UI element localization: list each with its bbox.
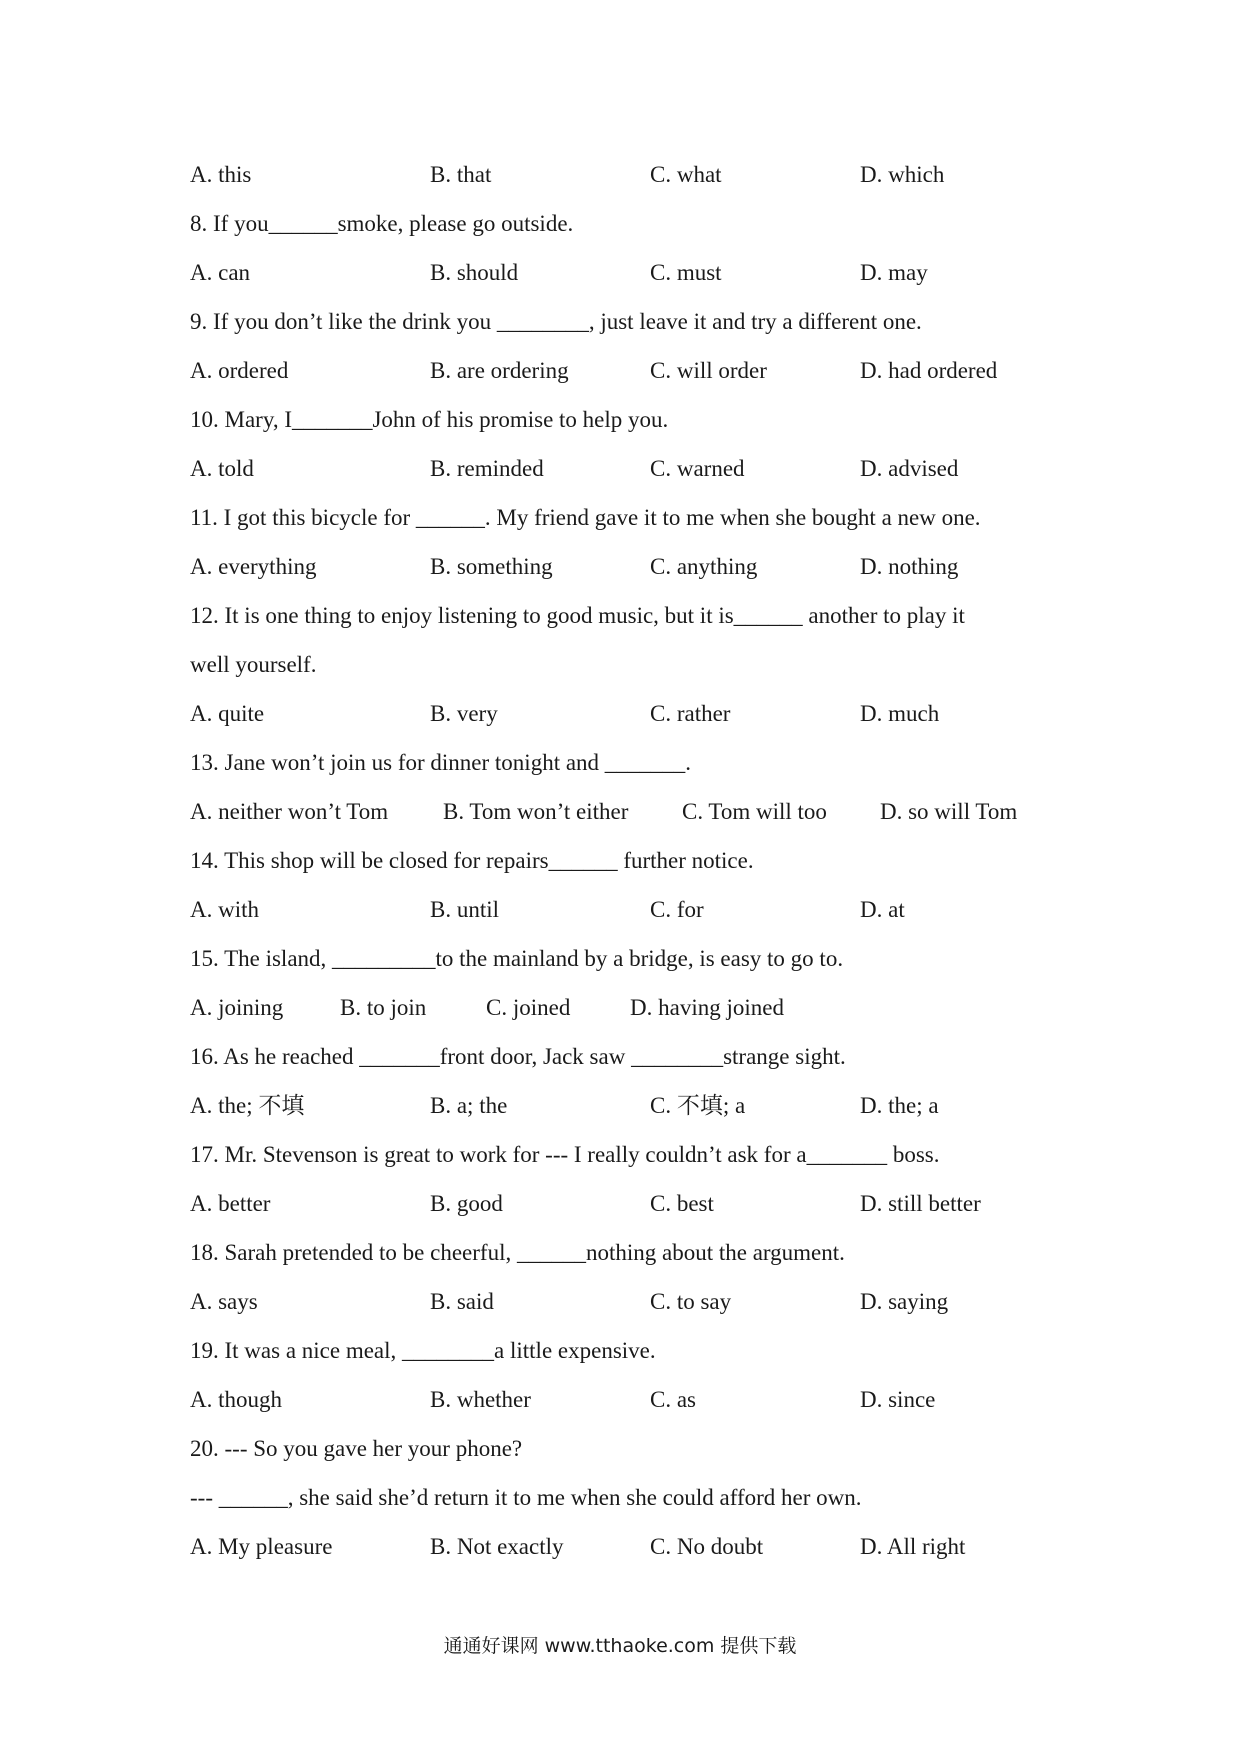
- option-c: C. No doubt: [650, 1534, 764, 1559]
- option-d: D. at: [860, 897, 905, 922]
- option-b: B. are ordering: [430, 358, 569, 383]
- option-a: A. can: [190, 260, 251, 285]
- options-row: [190, 1091, 1070, 1121]
- option-c: C. to say: [650, 1289, 732, 1314]
- option-d: D. All right: [860, 1534, 966, 1559]
- question-stem: 15. The island, _________to the mainland by a bridge, is easy to go to.: [190, 946, 844, 971]
- options-row: [190, 258, 1070, 288]
- question-stem-continuation: well yourself.: [190, 652, 317, 677]
- option-b: B. reminded: [430, 456, 544, 481]
- option-c: C. for: [650, 897, 704, 922]
- option-b: B. a; the: [430, 1093, 508, 1118]
- option-b: B. said: [430, 1289, 494, 1314]
- page-footer: 通通好课网 www.tthaoke.com 提供下载: [443, 1635, 797, 1657]
- option-d: D. advised: [860, 456, 959, 481]
- question-stem: 17. Mr. Stevenson is great to work for --- I really couldn’t ask for a_______ boss.: [190, 1142, 940, 1167]
- options-row: [190, 454, 1070, 484]
- option-b: B. to join: [340, 995, 427, 1020]
- question-stem: 8. If you______smoke, please go outside.: [190, 211, 574, 236]
- option-b: B. that: [430, 162, 492, 187]
- option-a: A. quite: [190, 701, 265, 726]
- option-d: D. may: [860, 260, 928, 285]
- option-d: D. still better: [860, 1191, 981, 1216]
- option-a: A. the; 不填: [190, 1093, 305, 1118]
- options-row: [190, 1532, 1070, 1562]
- question-stem: 16. As he reached _______front door, Jack saw ________strange sight.: [190, 1044, 846, 1069]
- option-b: B. very: [430, 701, 498, 726]
- option-a: A. says: [190, 1289, 258, 1314]
- option-c: C. rather: [650, 701, 731, 726]
- option-a: A. told: [190, 456, 254, 481]
- option-c: C. what: [650, 162, 722, 187]
- option-c: C. joined: [486, 995, 571, 1020]
- question-stem: 14. This shop will be closed for repairs______ further notice.: [190, 848, 754, 873]
- option-a: A. everything: [190, 554, 317, 579]
- option-a: A. ordered: [190, 358, 289, 383]
- option-d: D. the; a: [860, 1093, 939, 1118]
- option-d: D. so will Tom: [880, 799, 1018, 824]
- option-c: C. warned: [650, 456, 745, 481]
- question-stem: 19. It was a nice meal, ________a little expensive.: [190, 1338, 656, 1363]
- question-stem-continuation: --- ______, she said she’d return it to me when she could afford her own.: [190, 1485, 862, 1510]
- option-c: C. will order: [650, 358, 767, 383]
- question-stem: 10. Mary, I_______John of his promise to help you.: [190, 407, 669, 432]
- options-row: [190, 1189, 1070, 1219]
- options-row: [190, 160, 1070, 190]
- option-d: D. saying: [860, 1289, 949, 1314]
- question-stem: 20. --- So you gave her your phone?: [190, 1436, 523, 1461]
- options-row: [190, 993, 1070, 1023]
- option-d: D. had ordered: [860, 358, 998, 383]
- question-stem: 11. I got this bicycle for ______. My friend gave it to me when she bought a new one.: [190, 505, 981, 530]
- options-row: [190, 895, 1070, 925]
- option-b: B. something: [430, 554, 553, 579]
- option-d: D. much: [860, 701, 940, 726]
- option-c: C. best: [650, 1191, 714, 1216]
- options-row: [190, 1385, 1070, 1415]
- option-c: C. 不填; a: [650, 1093, 746, 1118]
- option-c: C. anything: [650, 554, 758, 579]
- option-c: C. must: [650, 260, 722, 285]
- option-d: D. since: [860, 1387, 936, 1412]
- option-b: B. Not exactly: [430, 1534, 564, 1559]
- options-row: [190, 356, 1070, 386]
- option-a: A. joining: [190, 995, 284, 1020]
- option-b: B. good: [430, 1191, 503, 1216]
- option-d: D. nothing: [860, 554, 959, 579]
- options-row: [190, 552, 1070, 582]
- options-row: [190, 1287, 1070, 1317]
- option-c: C. as: [650, 1387, 696, 1412]
- option-d: D. which: [860, 162, 945, 187]
- option-b: B. Tom won’t either: [443, 799, 629, 824]
- question-stem: 9. If you don’t like the drink you ________, just leave it and try a different one.: [190, 309, 922, 334]
- option-d: D. having joined: [630, 995, 784, 1020]
- question-stem: 18. Sarah pretended to be cheerful, ______nothing about the argument.: [190, 1240, 845, 1265]
- option-a: A. better: [190, 1191, 271, 1216]
- option-a: A. with: [190, 897, 259, 922]
- option-b: B. whether: [430, 1387, 531, 1412]
- option-b: B. should: [430, 260, 519, 285]
- question-stem: 12. It is one thing to enjoy listening to good music, but it is______ another to play it: [190, 603, 965, 628]
- option-a: A. My pleasure: [190, 1534, 333, 1559]
- options-row: [190, 797, 1070, 827]
- option-a: A. neither won’t Tom: [190, 799, 389, 824]
- option-a: A. this: [190, 162, 252, 187]
- question-stem: 13. Jane won’t join us for dinner tonight and _______.: [190, 750, 692, 775]
- option-c: C. Tom will too: [682, 799, 827, 824]
- options-row: [190, 699, 1070, 729]
- option-b: B. until: [430, 897, 500, 922]
- option-a: A. though: [190, 1387, 282, 1412]
